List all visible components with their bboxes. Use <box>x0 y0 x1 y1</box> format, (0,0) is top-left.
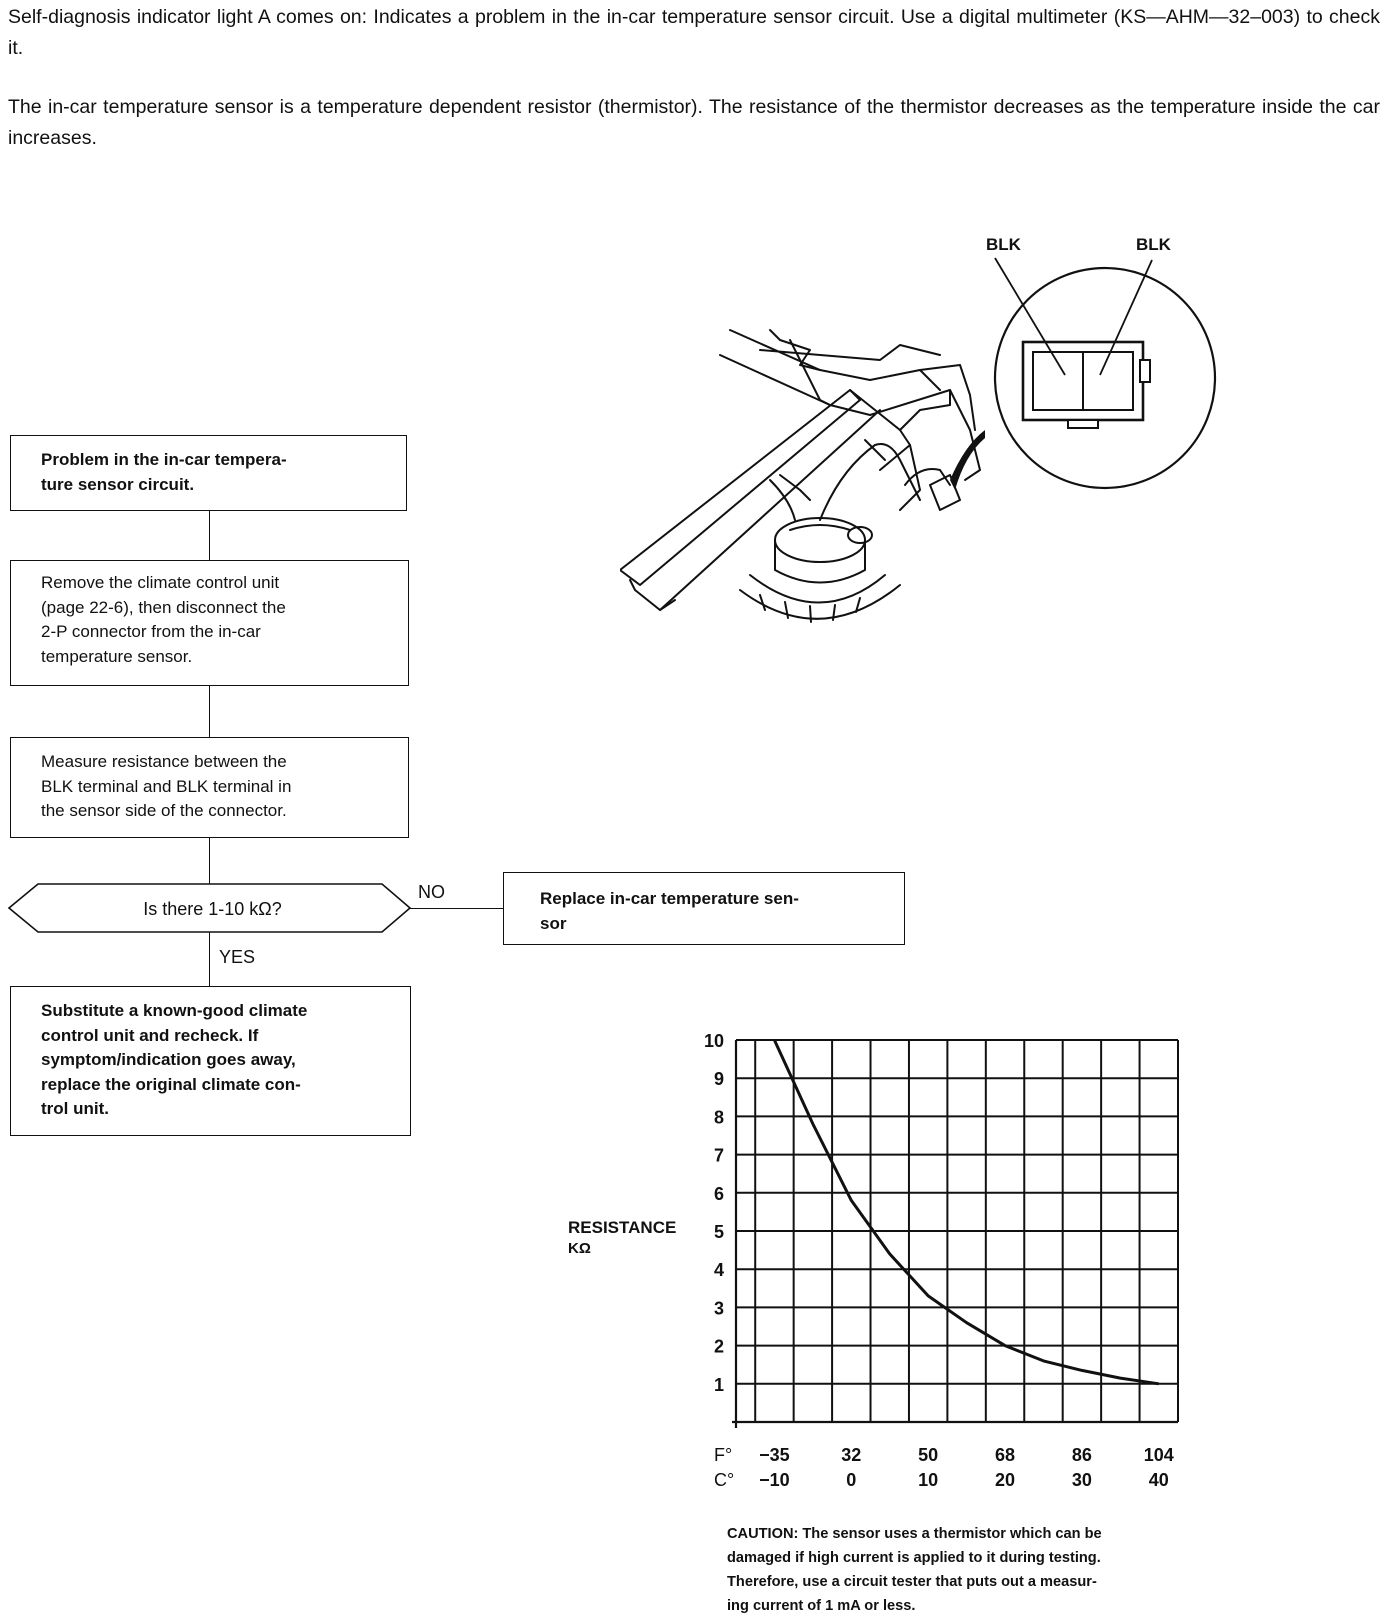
chart-y-tick-label: 10 <box>703 1031 724 1051</box>
chart-x-label-f: F° <box>714 1445 733 1465</box>
chart-y-tick-label: 2 <box>713 1336 724 1357</box>
chart-y-tick-label: 8 <box>713 1107 724 1128</box>
flow-step-line: trol unit. <box>41 1099 109 1118</box>
chart-axes <box>732 1040 1178 1428</box>
flow-action-replace-sensor <box>503 872 905 945</box>
flow-step-measure-resistance <box>10 737 409 838</box>
chart-x-tick-label-f: −35 <box>759 1445 790 1465</box>
chart-x-tick-label-c: −10 <box>759 1470 790 1490</box>
caution-line: ing current of 1 mA or less. <box>727 1598 916 1614</box>
caution-note <box>727 1522 1207 1618</box>
flow-no-label: NO <box>418 882 445 902</box>
intro-paragraph-1: Self-diagnosis indicator light A comes on: Indicates a problem in the in-car temperature sensor circuit. Use a digital multimeter (KS—AHM—32–003) to check it. <box>8 6 1380 59</box>
chart-y-tick-label: 4 <box>713 1260 724 1281</box>
flow-connector <box>209 932 210 986</box>
chart-x-tick-label-f: 68 <box>995 1445 1016 1465</box>
flow-step-line: Measure resistance between the <box>41 752 287 771</box>
resistance-chart <box>560 1020 1220 1520</box>
chart-x-tick-label-f: 86 <box>1071 1445 1092 1465</box>
chart-y-label: RESISTANCE <box>568 1218 677 1237</box>
intro-paragraph-2: The in-car temperature sensor is a temperature dependent resistor (thermistor). The resistance of the thermistor decreases as the temperature inside the car increases. <box>8 96 1380 149</box>
flow-step-line: 2-P connector from the in-car <box>41 622 261 641</box>
flow-step-line: temperature sensor. <box>41 646 193 666</box>
flow-step-line: ture sensor circuit. <box>41 474 195 494</box>
chart-y-label-unit: KΩ <box>568 1240 591 1257</box>
flow-step-line: replace the original climate con- <box>41 1074 301 1094</box>
flow-step-line: Remove the climate control unit <box>41 573 280 592</box>
chart-x-tick-label-c: 0 <box>846 1470 857 1490</box>
chart-y-tick-label: 9 <box>713 1069 724 1090</box>
chart-x-tick-label-f: 104 <box>1143 1445 1174 1465</box>
flow-step-line: Replace in-car temperature sen- <box>540 889 799 908</box>
caution-line: damaged if high current is applied to it during testing. <box>727 1550 1101 1566</box>
chart-y-tick-label: 1 <box>713 1374 724 1395</box>
flow-yes-label: YES <box>219 947 256 967</box>
caution-line: CAUTION: The sensor uses a thermistor which can be <box>727 1526 1102 1542</box>
flow-connector <box>209 511 210 560</box>
caution-line: Therefore, use a circuit tester that puts out a measur- <box>727 1574 1097 1590</box>
flow-decision-question: Is there 1-10 kΩ? <box>143 899 282 919</box>
flow-step-remove-unit <box>10 560 409 686</box>
flow-step-line: (page 22-6), then disconnect the <box>41 597 286 617</box>
flow-connector <box>209 838 210 884</box>
chart-x-ticks <box>759 1445 1174 1490</box>
chart-y-tick-label: 7 <box>713 1145 724 1166</box>
flow-step-line: Problem in the in-car tempera- <box>41 450 287 469</box>
chart-x-tick-label-f: 32 <box>841 1445 862 1465</box>
sensor-connector-illustration <box>620 230 1240 650</box>
chart-x-tick-label-c: 30 <box>1071 1470 1092 1490</box>
wire-label-left: BLK <box>986 235 1021 254</box>
chart-y-tick-label: 3 <box>713 1298 724 1319</box>
flow-step-line: control unit and recheck. If <box>41 1025 259 1045</box>
chart-x-tick-label-f: 50 <box>918 1445 939 1465</box>
flow-step-line: the sensor side of the connector. <box>41 801 287 820</box>
chart-y-tick-label: 5 <box>713 1222 724 1242</box>
flow-step-problem <box>10 435 407 511</box>
flow-step-line: sor <box>540 913 567 933</box>
chart-x-label-c: C° <box>714 1470 735 1490</box>
flow-step-line: symptom/indication goes away, <box>41 1050 296 1069</box>
flow-step-line: BLK terminal and BLK terminal in <box>41 776 292 796</box>
chart-x-tick-label-c: 20 <box>995 1470 1016 1490</box>
flow-connector <box>209 686 210 737</box>
chart-y-ticks <box>704 1031 724 1395</box>
chart-y-tick-label: 6 <box>713 1183 724 1204</box>
flow-step-line: Substitute a known-good climate <box>41 1001 308 1020</box>
flow-action-substitute-unit <box>10 986 411 1136</box>
chart-x-tick-label-c: 40 <box>1148 1470 1169 1490</box>
chart-x-tick-label-c: 10 <box>918 1470 939 1490</box>
flow-connector <box>409 908 503 909</box>
wire-label-right: BLK <box>1136 235 1171 254</box>
